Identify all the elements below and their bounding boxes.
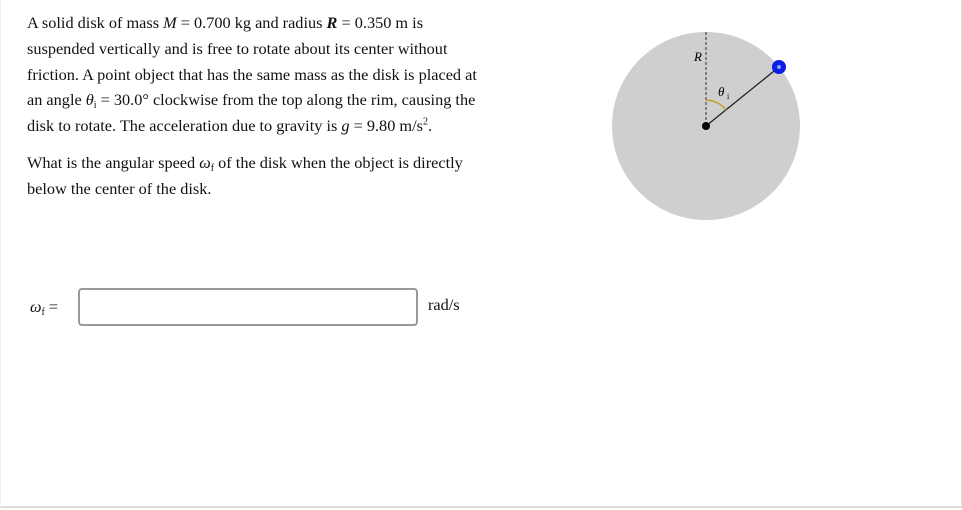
radius-label: R (694, 49, 702, 64)
angular-speed-input[interactable] (78, 288, 418, 326)
math-sup: 2 (422, 116, 428, 128)
text: = 0.700 kg and radius (176, 13, 327, 32)
math-var: ω (199, 152, 211, 172)
text: of the disk when the object is directly below the center of the disk. (27, 152, 463, 198)
math-var: g (341, 116, 350, 136)
math-var: θ (85, 90, 94, 110)
angle-label: θ (718, 84, 725, 99)
omega-sub: f (41, 307, 45, 318)
math-var: R (326, 13, 338, 32)
text: = 30.0° clockwise from the top along the rim, causing the disk to rotate. The acceleration due to gravity is (27, 90, 476, 136)
omega: ω (30, 297, 42, 316)
math-sub: f (210, 162, 215, 174)
text: What is the angular speed (27, 152, 200, 172)
disk-figure (600, 20, 820, 230)
math-sub: i (93, 100, 97, 112)
center-pivot (702, 122, 710, 130)
angle-sub: i (727, 92, 730, 101)
answer-row (30, 288, 460, 326)
problem-statement (27, 10, 477, 139)
question-text (27, 10, 477, 213)
text: = 0.350 m is suspended vertically and is free to rotate about its center without friction. A point object that has the same mass as the disk is placed at an angle (27, 13, 477, 110)
text: A solid disk of mass (27, 13, 164, 32)
equals: = (44, 297, 59, 316)
answer-label (30, 297, 78, 317)
text: . (427, 116, 433, 136)
unit-label: rad/s (428, 295, 460, 314)
math-var: M (163, 13, 177, 32)
question-prompt (27, 150, 477, 202)
text: = 9.80 m/s (349, 116, 423, 136)
point-mass-highlight (777, 65, 781, 69)
